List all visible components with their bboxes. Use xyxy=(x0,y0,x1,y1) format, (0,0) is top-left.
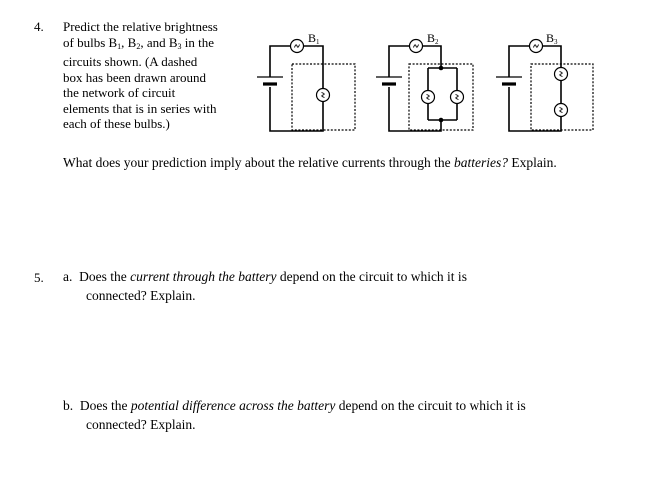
q4-line-2: of bulbs $B_1$, $B_2$, and $B_3$ in the xyxy=(63,34,215,51)
circuit-2 xyxy=(376,31,473,131)
circuit2-parallel-bulb-left-icon xyxy=(422,91,435,104)
question-5a xyxy=(63,267,663,305)
question-4-prompt xyxy=(63,19,243,132)
q4-line-4: box has been drawn around xyxy=(63,69,206,85)
circuit1-load-bulb-icon xyxy=(317,89,330,102)
circuit3-series-bulb-bottom-icon xyxy=(555,104,568,117)
q4-line-1: Predict the relative brightness xyxy=(63,19,218,34)
q5b-line-2: connected? Explain. xyxy=(86,417,196,432)
bulb-b3-icon xyxy=(530,40,543,53)
question-5b xyxy=(63,396,663,434)
q4-line-6: elements that is in series with xyxy=(63,100,217,116)
circuit2-bulb-label: B2 xyxy=(427,31,439,46)
q4-line-7: each of these bulbs.) xyxy=(63,116,170,131)
q5a-line-2: connected? Explain. xyxy=(86,288,196,303)
circuit-diagrams xyxy=(245,28,605,138)
bulb-b1-icon xyxy=(291,40,304,53)
circuit1-bulb-label: B1 xyxy=(308,31,320,46)
bulb-b2-icon xyxy=(410,40,423,53)
q4-line-3: circuits shown. (A dashed xyxy=(63,54,198,69)
question-5-number: 5. xyxy=(34,270,44,285)
circuit-3 xyxy=(496,31,593,131)
circuit-1 xyxy=(257,31,355,131)
q4-line-5: the network of circuit xyxy=(63,85,176,100)
question-4-followup: What does your prediction imply about the relative currents through the batteries? Explain. xyxy=(63,155,557,170)
circuit3-series-bulb-top-icon xyxy=(555,68,568,81)
circuit2-parallel-bulb-right-icon xyxy=(451,91,464,104)
question-4-number: 4. xyxy=(34,19,44,34)
q5b-line-1: b. Does the potential difference across the battery depend on the circuit to which it is xyxy=(63,398,526,413)
q5a-line-1: a. Does the current through the battery depend on the circuit to which it is xyxy=(63,269,467,284)
circuit3-bulb-label: B3 xyxy=(546,31,558,46)
